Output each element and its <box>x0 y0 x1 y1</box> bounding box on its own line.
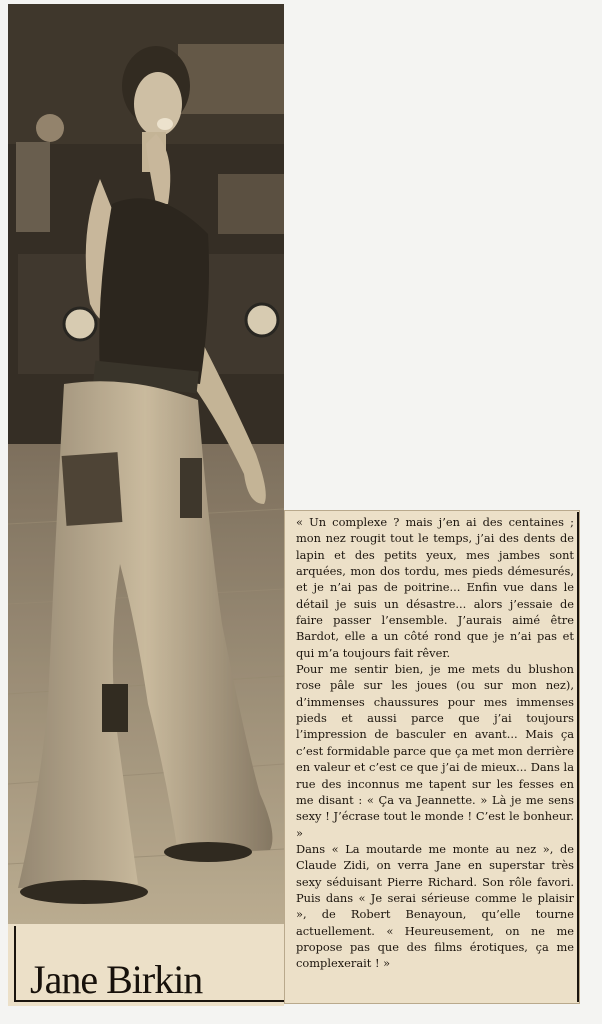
caption-rule-left <box>14 926 16 1002</box>
article-paragraph-2: Pour me sentir bien, je me mets du blushon rose pâle sur les joues (ou sur mon nez), d’immenses chaussures pour mes immenses pieds et aussi parce que j’ai toujours l’impression de basculer en avant... Mais ça c’est formidable parce que ça met mon derrière en valeur et c’est ce que j’ai de mieux... Dans la rue des inconnus me tapent sur les fesses en me disant : « Ça va Jeannette. » Là je me sens sexy ! J’écrase tout le monde ! C’est le bonheur. » <box>296 662 574 840</box>
article-paragraph-3: Dans « La moutarde me monte au nez », de Claude Zidi, on verra Jane en superstar très sexy séduisant Pierre Richard. Son rôle favori. Puis dans « Je serai sérieuse comme le plaisir », de Robert Benayoun, qu’elle tourne actuellement. « Heureusement, on ne me propose pas que des films érotiques, ça me complexerait ! » <box>296 841 574 971</box>
article-rule-right <box>577 512 579 1002</box>
photo-illustration <box>8 4 284 924</box>
article-body <box>296 514 574 972</box>
photo-caption-title: Jane Birkin <box>30 957 203 1002</box>
article-paragraph-1: « Un complexe ? mais j’en ai des centaines ; mon nez rougit tout le temps, j’ai des dents de lapin et des petits yeux, mes jambes sont arquées, mon dos tordu, mes pieds démesurés, et je n’ai pas de poitrine... Enfin vue dans le détail je suis un désastre... alors j’essaie de faire passer l’ensemble. J’aurais aimé être Bardot, elle a un côté rond que je n’ai pas et qui m’a toujours fait rêver. <box>296 515 574 660</box>
newspaper-photo <box>8 4 284 924</box>
